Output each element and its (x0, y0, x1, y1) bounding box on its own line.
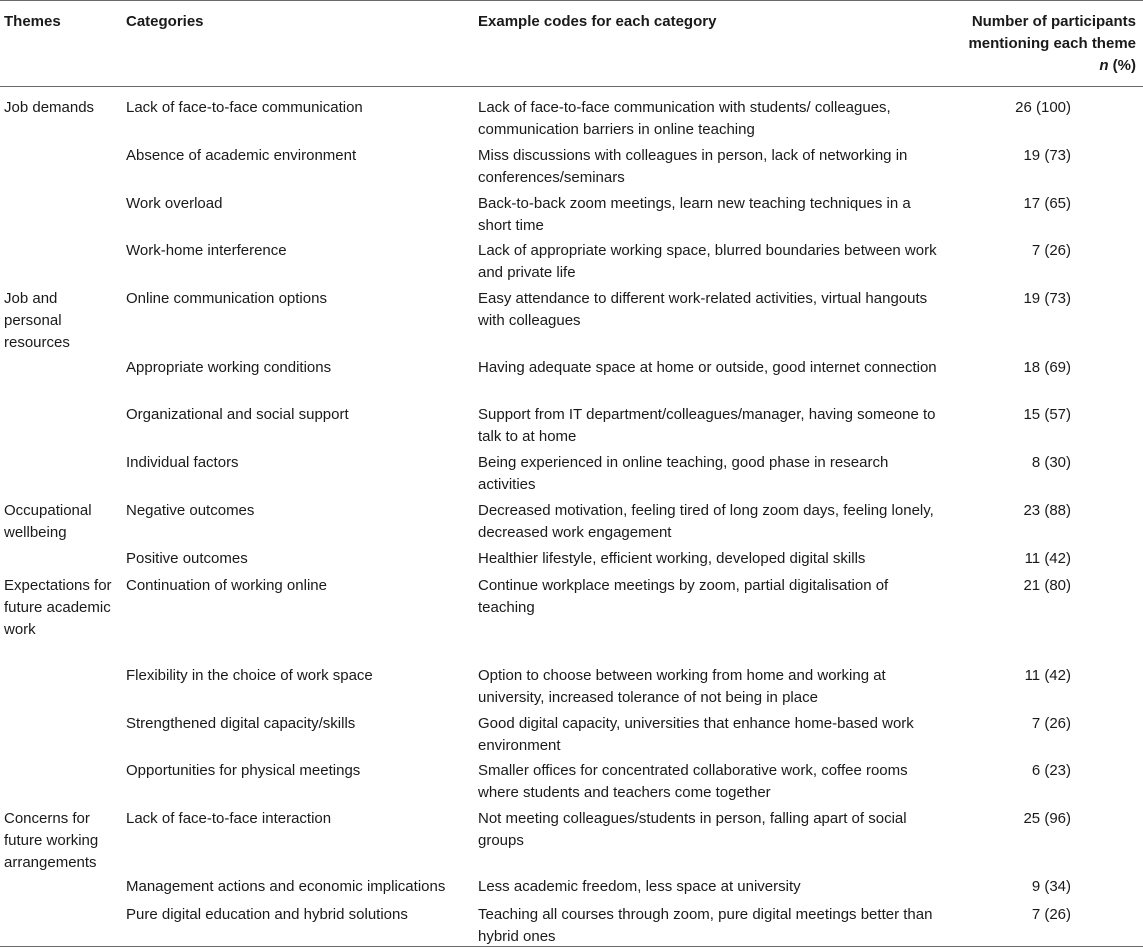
example-codes-cell: Continue workplace meetings by zoom, partial digitalisation of teaching (478, 577, 889, 616)
category-cell: Work-home interference (126, 242, 287, 259)
header-number-line1: Number of participants (971, 13, 1136, 30)
header-rule (0, 86, 1143, 87)
participant-count-cell: 25 (96) (1023, 810, 1071, 827)
example-codes-cell: Lack of appropriate working space, blurred boundaries between work and private life (478, 242, 937, 281)
example-codes-cell: Having adequate space at home or outside, good internet connection (478, 359, 937, 376)
example-codes-cell: Easy attendance to different work-related activities, virtual hangouts with colleagues (478, 290, 928, 329)
header-pct: (%) (1108, 57, 1136, 74)
participant-count-cell: 8 (30) (1031, 454, 1071, 471)
example-codes-cell: Teaching all courses through zoom, pure digital meetings better than hybrid ones (478, 906, 933, 945)
participant-count-cell: 17 (65) (1023, 195, 1071, 212)
example-codes-cell: Not meeting colleagues/students in person, falling apart of social groups (478, 810, 907, 849)
theme-cell: Concerns for future working arrangements (4, 810, 99, 871)
category-cell: Positive outcomes (126, 550, 248, 567)
participant-count-cell: 7 (26) (1031, 242, 1071, 259)
category-cell: Strengthened digital capacity/skills (126, 715, 356, 732)
participant-count-cell: 19 (73) (1023, 290, 1071, 307)
header-number-line2: mentioning each theme (968, 35, 1136, 52)
example-codes-cell: Smaller offices for concentrated collaborative work, coffee rooms where students and teachers come together (478, 762, 908, 801)
category-cell: Appropriate working conditions (126, 359, 332, 376)
example-codes-cell: Decreased motivation, feeling tired of long zoom days, feeling lonely, decreased work engagement (478, 502, 934, 541)
category-cell: Negative outcomes (126, 502, 255, 519)
category-cell: Pure digital education and hybrid solutions (126, 906, 408, 923)
participant-count-cell: 15 (57) (1023, 406, 1071, 423)
category-cell: Opportunities for physical meetings (126, 762, 361, 779)
participant-count-cell: 18 (69) (1023, 359, 1071, 376)
participant-count-cell: 26 (100) (1015, 99, 1071, 116)
category-cell: Management actions and economic implications (126, 878, 446, 895)
category-cell: Organizational and social support (126, 406, 349, 423)
participant-count-cell: 9 (34) (1031, 878, 1071, 895)
participant-count-cell: 21 (80) (1023, 577, 1071, 594)
participant-count-cell: 23 (88) (1023, 502, 1071, 519)
example-codes-cell: Miss discussions with colleagues in person, lack of networking in conferences/seminars (478, 147, 908, 186)
header-n-symbol: n (1099, 57, 1109, 74)
theme-cell: Job and personal resources (4, 290, 70, 351)
example-codes-cell: Less academic freedom, less space at university (478, 878, 801, 895)
theme-cell: Occupational wellbeing (4, 502, 92, 541)
example-codes-cell: Support from IT department/colleagues/manager, having someone to talk to at home (478, 406, 936, 445)
category-cell: Lack of face-to-face communication (126, 99, 363, 116)
example-codes-cell: Option to choose between working from home and working at university, increased tolerance of not being in place (478, 667, 886, 706)
participant-count-cell: 6 (23) (1031, 762, 1071, 779)
header-example-codes: Example codes for each category (478, 13, 717, 30)
participant-count-cell: 11 (42) (1024, 550, 1071, 567)
participant-count-cell: 7 (26) (1031, 906, 1071, 923)
theme-cell: Expectations for future academic work (4, 577, 112, 638)
category-cell: Individual factors (126, 454, 239, 471)
category-cell: Online communication options (126, 290, 327, 307)
example-codes-cell: Being experienced in online teaching, good phase in research activities (478, 454, 889, 493)
theme-cell: Job demands (4, 99, 95, 116)
header-number-line3 (886, 55, 1136, 77)
category-cell: Continuation of working online (126, 577, 327, 594)
example-codes-cell: Healthier lifestyle, efficient working, developed digital skills (478, 550, 866, 567)
category-cell: Absence of academic environment (126, 147, 357, 164)
participant-count-cell: 19 (73) (1023, 147, 1071, 164)
top-rule (0, 0, 1143, 1)
example-codes-cell: Back-to-back zoom meetings, learn new teaching techniques in a short time (478, 195, 911, 234)
header-themes: Themes (4, 13, 61, 30)
category-cell: Flexibility in the choice of work space (126, 667, 373, 684)
category-cell: Lack of face-to-face interaction (126, 810, 332, 827)
header-number (886, 11, 1136, 77)
participant-count-cell: 11 (42) (1024, 667, 1071, 684)
header-categories: Categories (126, 13, 204, 30)
participant-count-cell: 7 (26) (1031, 715, 1071, 732)
example-codes-cell: Lack of face-to-face communication with students/ colleagues, communication barriers in online teaching (478, 99, 891, 138)
category-cell: Work overload (126, 195, 223, 212)
example-codes-cell: Good digital capacity, universities that enhance home-based work environment (478, 715, 914, 754)
